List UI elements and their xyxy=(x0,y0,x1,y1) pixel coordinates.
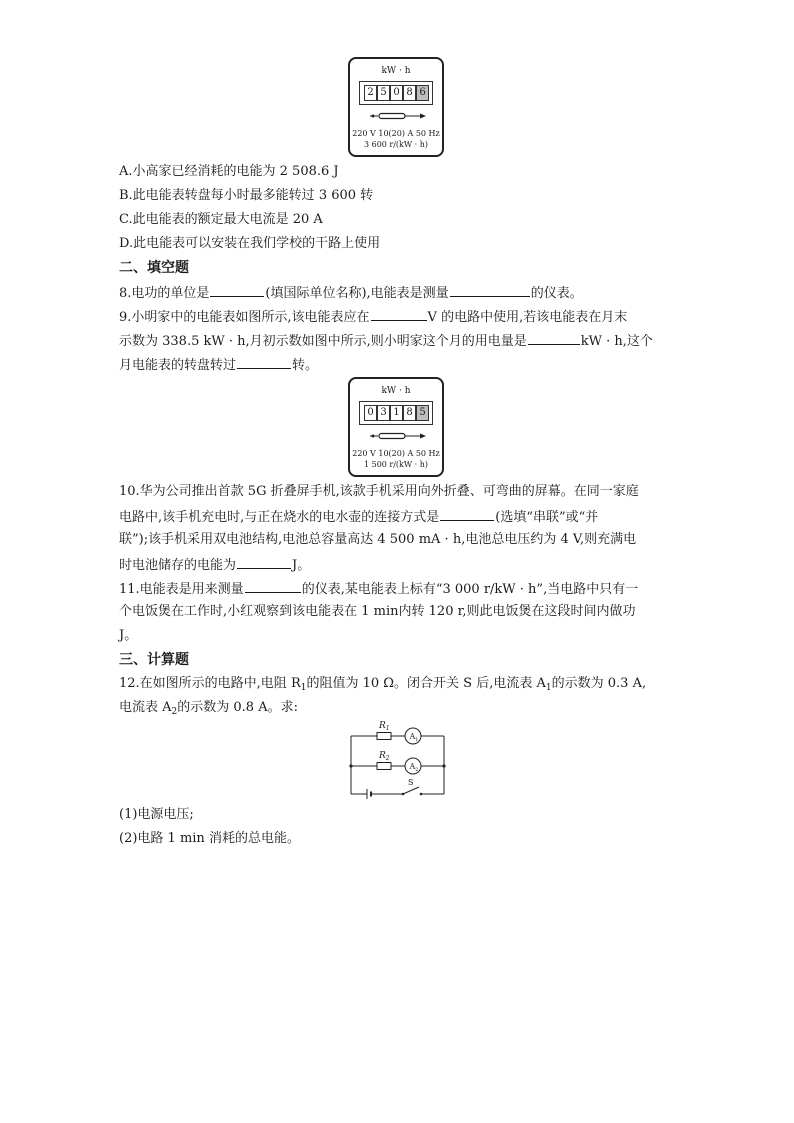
option-d: D.此电能表可以安装在我们学校的干路上使用 xyxy=(119,236,381,251)
question-8 xyxy=(119,283,679,303)
electric-meter-figure-1 xyxy=(348,57,444,157)
answer-blank xyxy=(210,283,264,297)
circuit-diagram xyxy=(345,716,450,800)
q10-text: 时电池储存的电能为 xyxy=(119,558,237,573)
q9-text: 转。 xyxy=(292,358,319,373)
answer-blank xyxy=(528,331,580,345)
meter-unit-label: kW · h xyxy=(381,386,411,396)
q8-text-3: 的仪表。 xyxy=(530,286,583,301)
q12-text: 电流表 A xyxy=(119,700,172,715)
question-9-line-3 xyxy=(119,355,679,375)
question-11-line-2: 个电饭煲在工作时,小红观察到该电能表在 1 min内转 120 r,则此电饭煲在这段时间内做功 xyxy=(119,604,636,619)
svg-text:R1 xyxy=(378,721,390,732)
q12-subscript: 2 xyxy=(171,707,178,717)
q9-text: V 的电路中使用,若该电能表在月末 xyxy=(427,310,628,325)
svg-text:R2 xyxy=(378,751,390,762)
meter-rotating-disc-icon xyxy=(370,431,426,441)
question-10-line-4 xyxy=(119,555,679,575)
question-10-line-2 xyxy=(119,507,679,527)
q9-text: kW · h,这个 xyxy=(580,334,653,349)
q8-text-2: (填国际单位名称),电能表是测量 xyxy=(265,286,449,301)
meter-digit-decimal: 5 xyxy=(416,405,429,421)
electric-meter-figure-2 xyxy=(348,377,444,477)
ammeter-a1-label: A xyxy=(409,732,416,741)
q12-text: 的阻值为 10 Ω。闭合开关 S 后,电流表 A xyxy=(306,676,546,691)
answer-blank xyxy=(440,507,494,521)
meter-digit: 0 xyxy=(364,405,377,421)
answer-blank xyxy=(237,555,291,569)
resistor-r2-label: R xyxy=(379,751,386,761)
question-10-line-1: 10.华为公司推出首款 5G 折叠屏手机,该款手机采用向外折叠、可弯曲的屏幕。在同一家庭 xyxy=(119,484,639,499)
meter-rating-text: 220 V 10(20) A 50 Hz xyxy=(352,449,440,458)
resistor-r1-subscript: 1 xyxy=(385,725,390,732)
switch-label: S xyxy=(408,778,414,787)
q11-text: 的仪表,某电能表上标有“3 000 r/kW · h”,当电路中只有一 xyxy=(301,582,639,597)
section-heading-fill-blank: 二、填空题 xyxy=(119,260,189,276)
ammeter-a1-subscript: 1 xyxy=(415,737,419,743)
q9-text: 9.小明家中的电能表如图所示,该电能表应在 xyxy=(119,310,370,325)
meter-constant-text: 1 500 r/(kW · h) xyxy=(363,460,429,469)
meter-rotating-disc-icon xyxy=(370,111,426,121)
sub-question-2: (2)电路 1 min 消耗的总电能。 xyxy=(119,831,300,846)
ammeter-a2-label: A xyxy=(409,762,416,771)
q12-subscript: 1 xyxy=(545,683,552,693)
answer-blank xyxy=(237,355,291,369)
question-12-line-1 xyxy=(119,675,679,697)
meter-digit: 8 xyxy=(403,405,416,421)
sub-question-1: (1)电源电压; xyxy=(119,807,194,822)
section-heading-calculation: 三、计算题 xyxy=(119,652,189,668)
option-a: A.小高家已经消耗的电能为 2 508.6 J xyxy=(119,164,339,179)
q12-subscript: 1 xyxy=(300,683,307,693)
question-10-line-3: 联”);该手机采用双电池结构,电池总容量高达 4 500 mA · h,电池总电压约为 4 V,则充满电 xyxy=(119,532,637,547)
question-9-line-2 xyxy=(119,331,679,351)
meter-digit: 5 xyxy=(377,85,390,101)
q10-text: (选填“串联”或“并 xyxy=(495,510,599,525)
resistor-r1-label: R xyxy=(379,721,386,731)
q12-text: 的示数为 0.3 A, xyxy=(551,676,647,691)
meter-display xyxy=(359,401,433,425)
option-c: C.此电能表的额定最大电流是 20 A xyxy=(119,212,323,227)
meter-digit: 2 xyxy=(364,85,377,101)
meter-digit: 3 xyxy=(377,405,390,421)
meter-digit-decimal: 6 xyxy=(416,85,429,101)
ammeter-a2-subscript: 2 xyxy=(415,767,419,773)
meter-rating-text: 220 V 10(20) A 50 Hz xyxy=(352,129,440,138)
q8-text-1: 8.电功的单位是 xyxy=(119,286,210,301)
answer-blank xyxy=(450,283,530,297)
q11-text: 11.电能表是用来测量 xyxy=(119,582,244,597)
option-b: B.此电能表转盘每小时最多能转过 3 600 转 xyxy=(119,188,374,203)
meter-digit: 0 xyxy=(390,85,403,101)
question-11-line-3: J。 xyxy=(119,628,138,643)
q10-text: J。 xyxy=(292,558,311,573)
meter-digit: 8 xyxy=(403,85,416,101)
meter-unit-label: kW · h xyxy=(381,66,411,76)
meter-display xyxy=(359,81,433,105)
answer-blank xyxy=(245,579,301,593)
q9-text: 示数为 338.5 kW · h,月初示数如图中所示,则小明家这个月的用电量是 xyxy=(119,334,527,349)
meter-constant-text: 3 600 r/(kW · h) xyxy=(363,140,429,149)
q10-text: 电路中,该手机充电时,与正在烧水的电水壶的连接方式是 xyxy=(119,510,440,525)
question-9-line-1 xyxy=(119,307,679,327)
answer-blank xyxy=(371,307,427,321)
meter-digit: 1 xyxy=(390,405,403,421)
question-11-line-1 xyxy=(119,579,679,599)
q12-text: 12.在如图所示的电路中,电阻 R xyxy=(119,676,301,691)
resistor-r2-subscript: 2 xyxy=(385,755,390,762)
q12-text: 的示数为 0.8 A。求: xyxy=(177,700,298,715)
q9-text: 月电能表的转盘转过 xyxy=(119,358,237,373)
